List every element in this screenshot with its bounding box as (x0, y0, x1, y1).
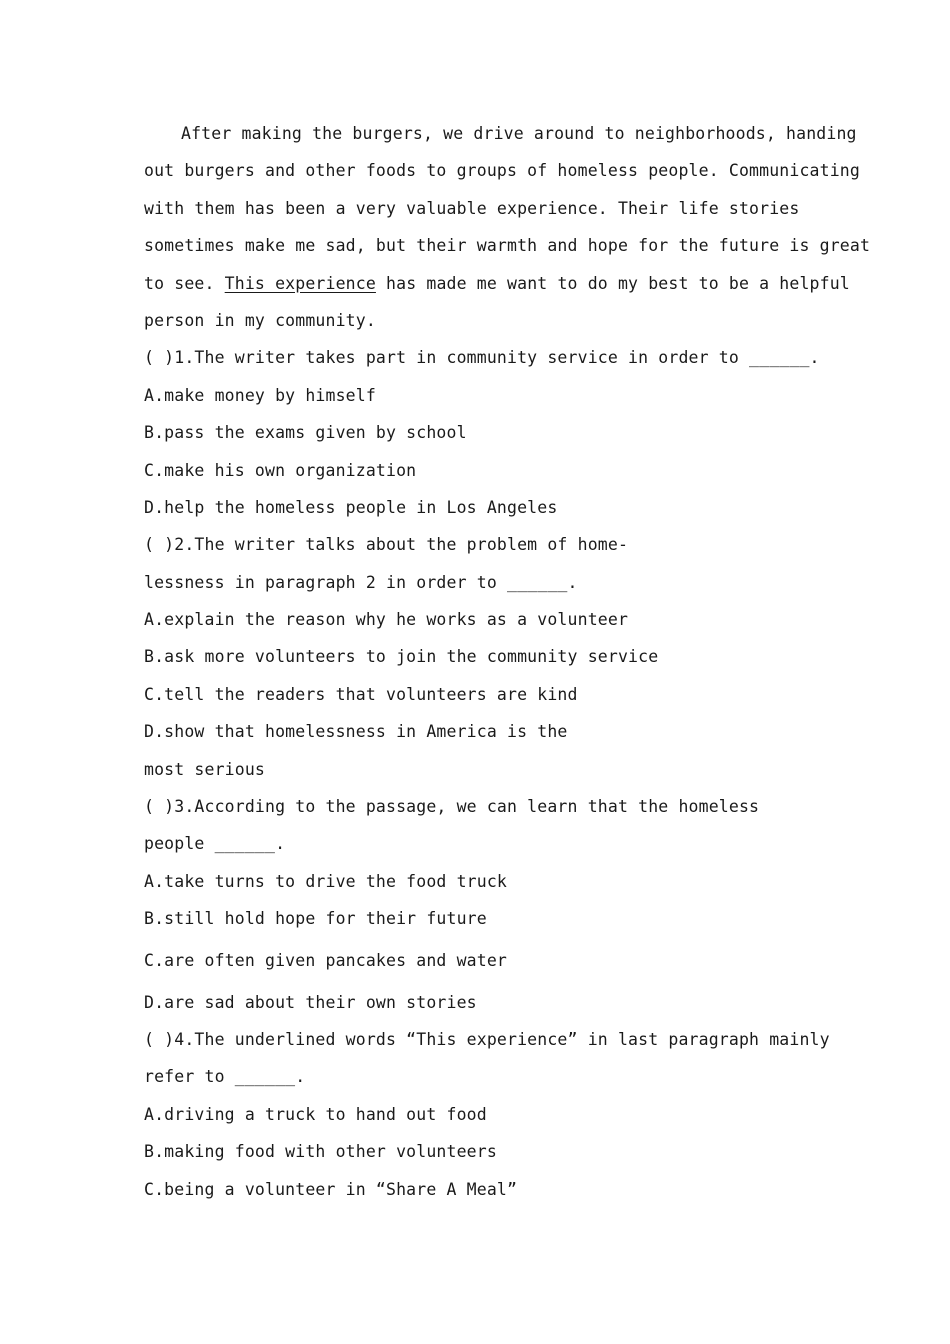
option-a: A.driving a truck to hand out food (144, 1104, 487, 1124)
passage-line: person in my community. (144, 310, 376, 330)
option-b: B.still hold hope for their future (144, 909, 487, 929)
question-4 (144, 1021, 830, 1208)
option-b: B.making food with other volunteers (144, 1142, 497, 1162)
question-stem: ( )4.The underlined words “This experience” in last paragraph mainly (144, 1029, 830, 1049)
option-d: D.help the homeless people in Los Angeles (144, 497, 558, 517)
question-2 (144, 526, 814, 788)
passage-line: with them has been a very valuable experience. Their life stories (144, 198, 800, 218)
passage-text: has made me want to do my best to be a helpful (375, 273, 850, 293)
question-stem: ( )1.The writer takes part in community service in order to ______. (144, 348, 820, 368)
option-a: A.take turns to drive the food truck (144, 871, 508, 891)
option-a: A.explain the reason why he works as a volunteer (144, 610, 629, 630)
question-stem: refer to ______. (144, 1067, 306, 1087)
passage-line: After making the burgers, we drive around to neighborhoods, handing (181, 124, 857, 143)
question-1 (144, 339, 820, 526)
option-c: C.tell the readers that volunteers are kind (144, 684, 578, 704)
option-b: B.pass the exams given by school (144, 423, 467, 443)
option-c: C.are often given pancakes and water (144, 950, 508, 970)
question-3 (144, 788, 814, 1021)
passage-line: out burgers and other foods to groups of homeless people. Communicating (144, 161, 860, 181)
option-d: most serious (144, 759, 266, 779)
question-stem: people ______. (144, 834, 286, 854)
underlined-phrase: This experience (224, 273, 376, 293)
option-c: C.make his own organization (144, 460, 417, 480)
passage-line (144, 265, 850, 302)
option-d: D.show that homelessness in America is the (144, 722, 568, 742)
option-a: A.make money by himself (144, 385, 376, 405)
question-stem: ( )3.According to the passage, we can learn that the homeless (144, 797, 760, 817)
document-body (144, 115, 871, 1208)
option-d: D.are sad about their own stories (144, 992, 477, 1012)
passage-paragraph (144, 115, 871, 339)
question-stem: lessness in paragraph 2 in order to ______. (144, 572, 578, 592)
option-c: C.being a volunteer in “Share A Meal” (144, 1179, 518, 1199)
passage-line: sometimes make me sad, but their warmth and hope for the future is great (144, 236, 871, 256)
passage-text: to see. (144, 273, 225, 293)
question-stem: ( )2.The writer talks about the problem of home- (144, 535, 629, 555)
option-b: B.ask more volunteers to join the community service (144, 647, 659, 667)
